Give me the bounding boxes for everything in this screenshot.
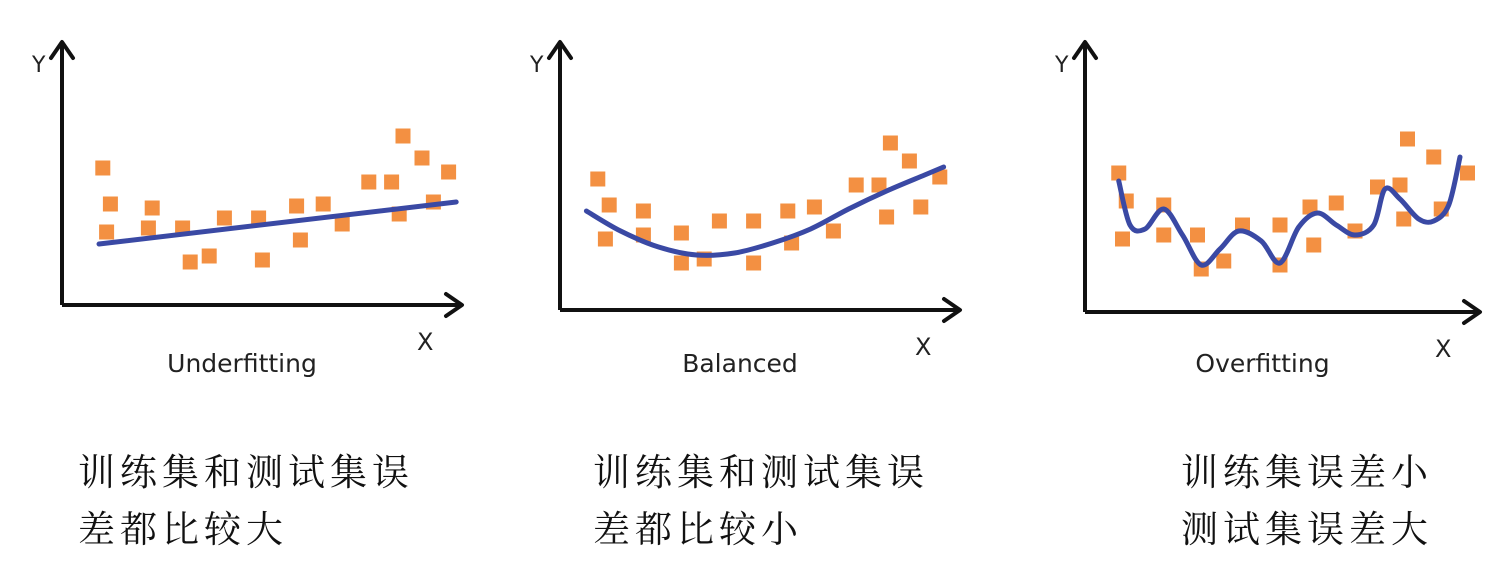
data-point [590,172,605,187]
data-point [202,249,217,264]
data-point [746,214,761,229]
data-point [602,198,617,213]
data-point [316,197,331,212]
data-point [913,200,928,215]
data-point [1216,254,1231,269]
caption-line-2: 差都比较大 [78,508,288,551]
chart-panel-underfitting [31,42,462,378]
data-point [415,151,430,166]
data-point [1396,212,1411,227]
y-axis-label: Y [530,53,544,78]
data-point [293,233,308,248]
data-point [1306,238,1321,253]
chart-title: Overfitting [1195,349,1330,378]
data-point [255,253,270,268]
data-point [145,201,160,216]
chart-title: Balanced [682,349,798,378]
caption-line-1: 训练集和测试集误 [593,451,929,494]
chart-title: Underfitting [167,349,317,378]
x-axis-label: X [915,333,932,361]
data-point [746,256,761,271]
data-point [95,161,110,176]
data-point [1426,150,1441,165]
x-axis-label: X [1435,335,1452,363]
data-point [674,226,689,241]
caption-underfitting [78,444,458,558]
y-axis-label: Y [1055,53,1069,78]
data-point [712,214,727,229]
data-point [1115,232,1130,247]
data-point [384,175,399,190]
data-point [902,154,917,169]
caption-line-1: 训练集和测试集误 [78,451,414,494]
data-point [441,165,456,180]
fit-curve [1119,157,1460,265]
data-point [1329,196,1344,211]
chart-panel-overfitting [1054,42,1480,378]
data-point [826,224,841,239]
caption-balanced [593,444,973,558]
x-axis-label: X [417,328,434,356]
data-point [1400,132,1415,147]
data-point [289,199,304,214]
caption-line-1: 训练集误差小 [1181,451,1433,494]
data-point [361,175,376,190]
data-point [183,255,198,270]
data-point [1190,228,1205,243]
caption-line-2: 测试集误差大 [1181,508,1433,551]
data-point [849,178,864,193]
data-point [780,204,795,219]
data-point [674,256,689,271]
data-point [99,225,114,240]
data-point [396,129,411,144]
y-axis-label: Y [32,53,46,78]
data-point [879,210,894,225]
data-point [636,204,651,219]
data-point [1460,166,1475,181]
chart-panel-balanced [529,42,960,378]
data-point [103,197,118,212]
data-point [807,200,822,215]
data-point [335,217,350,232]
data-point [883,136,898,151]
caption-overfitting [1181,444,1504,558]
caption-line-2: 差都比较小 [593,508,803,551]
data-point [217,211,232,226]
data-point [1156,228,1171,243]
data-point [1111,166,1126,181]
data-point [1273,218,1288,233]
data-point [141,221,156,236]
data-point [598,232,613,247]
